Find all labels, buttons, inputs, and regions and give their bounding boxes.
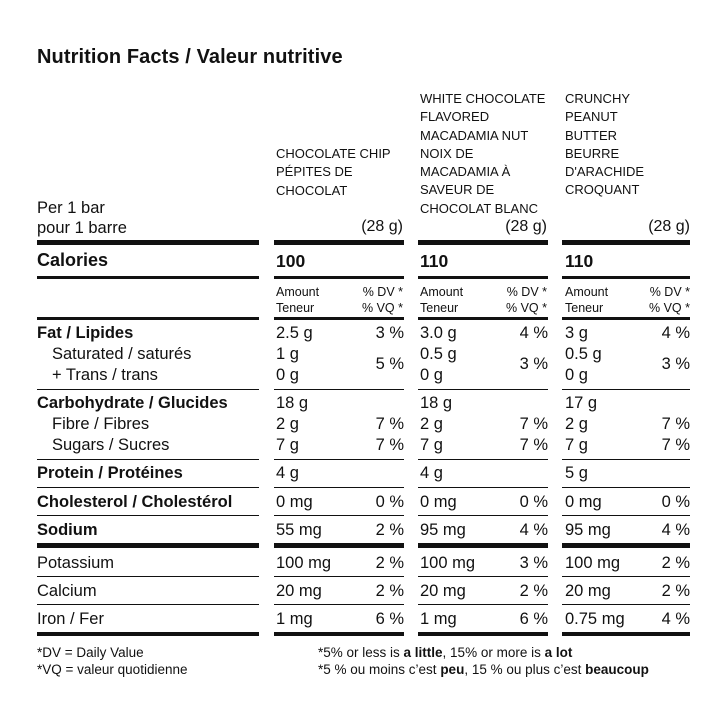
iron-amount-3: 0.75 mg	[565, 610, 625, 628]
sat-trans-dv-2: 3 %	[519, 355, 548, 373]
divider-thin	[274, 487, 404, 488]
cholesterol-amount-3: 0 mg	[565, 493, 602, 511]
cholesterol-amount-2: 0 mg	[420, 493, 457, 511]
divider-thin	[418, 459, 548, 460]
divider-thin	[562, 389, 690, 390]
calcium-dv-2: 2 %	[519, 582, 548, 600]
divider-thick	[418, 543, 548, 548]
potassium-amount-2: 100 mg	[420, 554, 476, 572]
calcium-dv-3: 2 %	[661, 582, 690, 600]
fat-amount-3: 3 g	[565, 324, 588, 342]
nutrient-label-cholesterol: Cholesterol / Cholestérol	[37, 493, 233, 511]
sodium-amount-2: 95 mg	[420, 521, 466, 539]
sat-trans-dv-3: 3 %	[661, 355, 690, 373]
sodium-dv-2: 4 %	[519, 521, 548, 539]
cholesterol-dv-2: 0 %	[519, 493, 548, 511]
calcium-dv-1: 2 %	[375, 582, 404, 600]
product-header-crunchy-peanut-butter: CRUNCHY PEANUT BUTTER BEURRE D'ARACHIDE CROQUANT	[565, 91, 645, 198]
divider-thin	[418, 487, 548, 488]
divider-thin	[418, 515, 548, 516]
carb-amount-2: 18 g	[420, 394, 453, 412]
sat-trans-dv-1: 5 %	[375, 355, 404, 373]
divider-medium	[37, 276, 259, 279]
fibre-amount-1: 2 g	[276, 415, 299, 433]
fat-dv-1: 3 %	[375, 324, 404, 342]
fat-amount-1: 2.5 g	[276, 324, 313, 342]
divider-medium	[274, 276, 404, 279]
nutrient-label-trans: + Trans / trans	[52, 366, 158, 384]
sodium-amount-3: 95 mg	[565, 521, 611, 539]
panel-title: Nutrition Facts / Valeur nutritive	[37, 46, 343, 68]
serving-label-en: Per 1 bar	[37, 199, 105, 217]
divider-thin	[418, 576, 548, 577]
serving-size-2: (28 g)	[505, 218, 547, 235]
divider-medium	[418, 276, 548, 279]
divider-thin	[37, 389, 259, 390]
divider-thick	[274, 240, 404, 245]
sodium-dv-3: 4 %	[661, 521, 690, 539]
divider-medium	[562, 317, 690, 320]
dv-header-2: % DV * % VQ *	[506, 285, 547, 315]
fat-dv-2: 4 %	[519, 324, 548, 342]
trans-amount-3: 0 g	[565, 366, 588, 384]
divider-medium	[418, 317, 548, 320]
footnote-vq: *VQ = valeur quotidienne	[37, 662, 188, 677]
sodium-dv-1: 2 %	[375, 521, 404, 539]
iron-dv-2: 6 %	[519, 610, 548, 628]
divider-thick	[274, 632, 404, 636]
nutrient-label-carbohydrate: Carbohydrate / Glucides	[37, 394, 228, 412]
divider-thick	[274, 543, 404, 548]
divider-thick	[37, 632, 259, 636]
serving-label	[37, 198, 127, 238]
divider-thin	[37, 487, 259, 488]
divider-thick	[418, 632, 548, 636]
sugars-dv-3: 7 %	[661, 436, 690, 454]
nutrient-label-iron: Iron / Fer	[37, 610, 104, 628]
nutrient-label-calcium: Calcium	[37, 582, 97, 600]
sugars-amount-3: 7 g	[565, 436, 588, 454]
iron-amount-1: 1 mg	[276, 610, 313, 628]
divider-thick	[37, 543, 259, 548]
divider-thin	[37, 515, 259, 516]
sugars-amount-2: 7 g	[420, 436, 443, 454]
product-header-chocolate-chip: CHOCOLATE CHIP PÉPITES DE CHOCOLAT	[276, 146, 391, 198]
dv-header-3: % DV * % VQ *	[649, 285, 690, 315]
nutrient-label-potassium: Potassium	[37, 554, 115, 572]
divider-thin	[37, 459, 259, 460]
divider-thin	[274, 389, 404, 390]
fibre-dv-2: 7 %	[519, 415, 548, 433]
divider-thick	[37, 240, 259, 245]
footnote-guidance	[318, 644, 649, 678]
trans-amount-1: 0 g	[276, 366, 299, 384]
divider-medium	[274, 317, 404, 320]
calories-value-1: 100	[276, 251, 306, 271]
calories-value-2: 110	[420, 251, 449, 271]
divider-thin	[562, 459, 690, 460]
divider-thin	[37, 604, 259, 605]
fat-dv-3: 4 %	[661, 324, 690, 342]
calcium-amount-2: 20 mg	[420, 582, 466, 600]
divider-thin	[274, 604, 404, 605]
cholesterol-dv-1: 0 %	[375, 493, 404, 511]
serving-label-fr: pour 1 barre	[37, 219, 127, 237]
footnote-definitions	[37, 644, 187, 678]
divider-thin	[562, 576, 690, 577]
cholesterol-amount-1: 0 mg	[276, 493, 313, 511]
potassium-amount-1: 100 mg	[276, 554, 332, 572]
saturated-amount-1: 1 g	[276, 345, 299, 363]
divider-medium	[562, 276, 690, 279]
fibre-dv-3: 7 %	[661, 415, 690, 433]
iron-amount-2: 1 mg	[420, 610, 457, 628]
footnote-dv: *DV = Daily Value	[37, 645, 144, 660]
amount-header-1: Amount Teneur	[276, 285, 320, 315]
serving-size-3: (28 g)	[648, 218, 690, 235]
footnote-guidance-fr: *5 % ou moins c’est peu, 15 % ou plus c’est beaucoup	[318, 662, 649, 677]
serving-size-1: (28 g)	[361, 218, 403, 235]
nutrient-label-sugars: Sugars / Sucres	[52, 436, 170, 454]
protein-amount-3: 5 g	[565, 464, 588, 482]
divider-thin	[562, 515, 690, 516]
nutrient-label-sodium: Sodium	[37, 521, 98, 539]
divider-thin	[562, 604, 690, 605]
fibre-amount-2: 2 g	[420, 415, 443, 433]
sodium-amount-1: 55 mg	[276, 521, 322, 539]
footnote-guidance-en: *5% or less is a little, 15% or more is a lot	[318, 645, 573, 660]
protein-amount-2: 4 g	[420, 464, 443, 482]
divider-thin	[274, 459, 404, 460]
divider-thick	[418, 240, 548, 245]
iron-dv-1: 6 %	[375, 610, 404, 628]
nutrient-label-fat: Fat / Lipides	[37, 324, 134, 342]
divider-thick	[562, 543, 690, 548]
divider-thin	[418, 604, 548, 605]
protein-amount-1: 4 g	[276, 464, 299, 482]
divider-thin	[274, 515, 404, 516]
sugars-dv-2: 7 %	[519, 436, 548, 454]
divider-thin	[37, 576, 259, 577]
divider-medium	[37, 317, 259, 320]
divider-thin	[418, 389, 548, 390]
trans-amount-2: 0 g	[420, 366, 443, 384]
fat-amount-2: 3.0 g	[420, 324, 457, 342]
potassium-dv-3: 2 %	[661, 554, 690, 572]
nutrient-label-fibre: Fibre / Fibres	[52, 415, 150, 433]
calcium-amount-3: 20 mg	[565, 582, 611, 600]
potassium-amount-3: 100 mg	[565, 554, 621, 572]
iron-dv-3: 4 %	[661, 610, 690, 628]
carb-amount-1: 18 g	[276, 394, 309, 412]
amount-header-2: Amount Teneur	[420, 285, 464, 315]
dv-header-1: % DV * % VQ *	[362, 285, 403, 315]
divider-thin	[274, 576, 404, 577]
nutrient-label-saturated: Saturated / saturés	[52, 345, 192, 363]
saturated-amount-3: 0.5 g	[565, 345, 602, 363]
calories-label: Calories	[37, 250, 109, 270]
fibre-dv-1: 7 %	[375, 415, 404, 433]
carb-amount-3: 17 g	[565, 394, 598, 412]
cholesterol-dv-3: 0 %	[661, 493, 690, 511]
calories-value-3: 110	[565, 251, 594, 271]
divider-thick	[562, 632, 690, 636]
divider-thick	[562, 240, 690, 245]
nutrient-label-protein: Protein / Protéines	[37, 464, 183, 482]
potassium-dv-1: 2 %	[375, 554, 404, 572]
amount-header-3: Amount Teneur	[565, 285, 609, 315]
sugars-dv-1: 7 %	[375, 436, 404, 454]
fibre-amount-3: 2 g	[565, 415, 588, 433]
product-header-white-chocolate-macadamia: WHITE CHOCOLATE FLAVORED MACADAMIA NUT NOIX DE MACADAMIA À SAVEUR DE CHOCOLAT BLANC	[420, 91, 546, 216]
calcium-amount-1: 20 mg	[276, 582, 322, 600]
sugars-amount-1: 7 g	[276, 436, 299, 454]
potassium-dv-2: 3 %	[519, 554, 548, 572]
saturated-amount-2: 0.5 g	[420, 345, 457, 363]
divider-thin	[562, 487, 690, 488]
